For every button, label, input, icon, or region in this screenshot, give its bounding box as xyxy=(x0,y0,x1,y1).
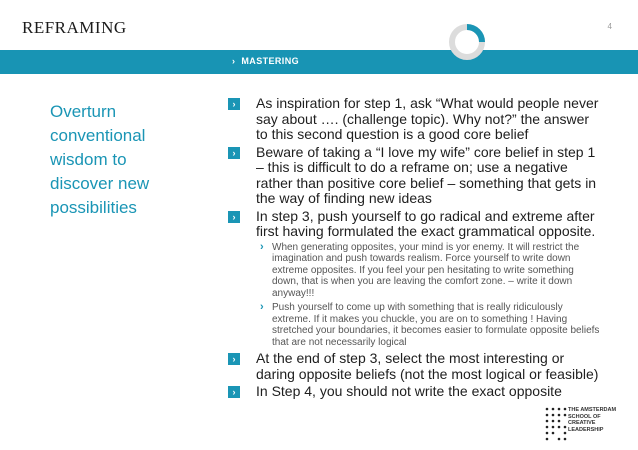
slide-subtitle: Overturn conventional wisdom to discover new possibilities xyxy=(50,102,150,217)
logo-line: LEADERSHIP xyxy=(568,426,604,433)
bullet-item xyxy=(228,209,600,240)
logo-line: CREATIVE xyxy=(568,420,596,426)
chevron-right-icon: › xyxy=(260,240,264,253)
chevron-box-icon: › xyxy=(228,98,240,110)
school-logo xyxy=(544,404,632,446)
bullet-text: Beware of taking a “I love my wife” core belief in step 1 – this is difficult to do a reframe on; use a negative rather than positive core belief – something that gets in the way of finding new ideas xyxy=(256,143,597,206)
bullet-text: In step 3, push yourself to go radical and extreme after first having formulated the exact grammatical opposite. xyxy=(256,207,596,239)
logo-line: SCHOOL OF xyxy=(568,413,601,420)
chevron-box-icon: › xyxy=(228,386,240,398)
section-label-text: MASTERING xyxy=(241,56,300,66)
sub-bullet-text: When generating opposites, your mind is yor enemy. It will restrict the imagination and push towards realism. Force yourself to write down extreme opposites. If you feel your pen hesitating to write something down, that is when you are leaving the comfort zone. – write it down anyway!!! xyxy=(272,241,580,299)
section-band xyxy=(0,50,638,74)
sub-bullet-item xyxy=(228,242,600,300)
logo-text xyxy=(568,407,616,433)
bullet-item xyxy=(228,351,600,382)
bullet-item xyxy=(228,145,600,207)
bullet-list xyxy=(228,96,600,402)
bullet-item xyxy=(228,96,600,143)
chevron-box-icon: › xyxy=(228,211,240,223)
dot-grid-icon xyxy=(544,406,568,446)
bullet-text: In Step 4, you should not write the exact opposite xyxy=(256,383,562,399)
logo-line: THE AMSTERDAM xyxy=(568,407,617,413)
bullet-text: As inspiration for step 1, ask “What would people never say about …. (challenge topic). Why not?” the answer to this second question is a good core belief xyxy=(256,95,599,142)
sub-bullet-text: Push yourself to come up with something that is really ridiculously extreme. If it makes you chuckle, you are on to something ! Having stretched your boundaries, it becomes easier to formulate opposite beliefs that are not necessarily logical xyxy=(272,302,600,348)
bullet-item xyxy=(228,384,600,400)
progress-ring-icon xyxy=(447,22,487,62)
chevron-box-icon: › xyxy=(228,353,240,365)
chevron-right-icon: › xyxy=(232,56,236,66)
chevron-box-icon: › xyxy=(228,147,240,159)
slide-title: REFRAMING xyxy=(22,18,127,37)
page-number: 4 xyxy=(607,22,612,31)
section-label xyxy=(232,56,299,66)
chevron-right-icon: › xyxy=(260,301,264,313)
bullet-text: At the end of step 3, select the most interesting or daring opposite beliefs (not the most logical or feasible) xyxy=(256,350,599,382)
sub-bullet-item xyxy=(228,302,600,348)
